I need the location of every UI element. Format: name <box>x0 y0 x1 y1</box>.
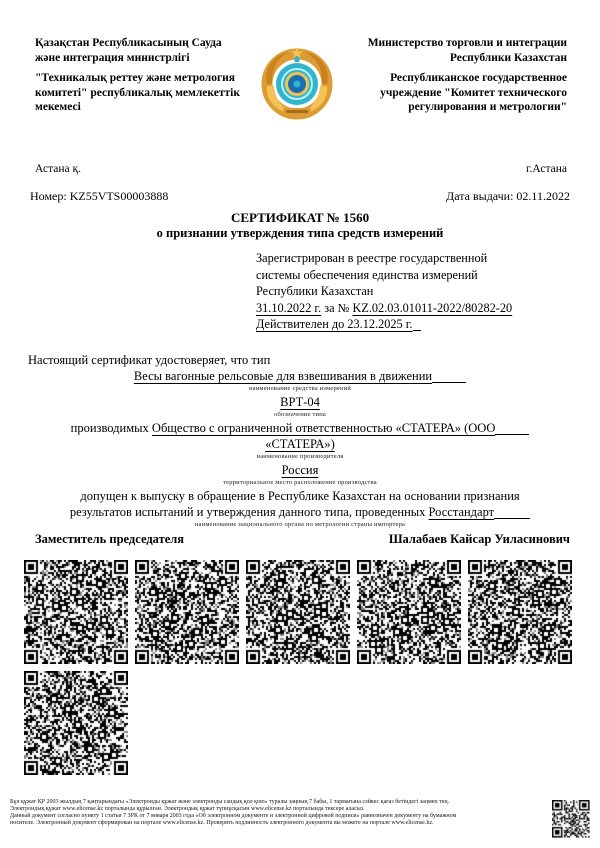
type-caption: обозначение типа <box>274 411 326 418</box>
authority: Росстандарт <box>428 505 495 519</box>
signature-stamp-qr-5 <box>468 560 572 664</box>
type-designation-line <box>28 394 572 410</box>
header-left-org <box>35 36 241 115</box>
kazakhstan-emblem-icon <box>259 46 335 120</box>
manufacturer-name-part2: «СТАТЕРА») <box>265 437 335 451</box>
certificate-title <box>0 210 600 241</box>
country: Россия <box>281 463 319 477</box>
underline-extension <box>495 422 529 436</box>
certificate-title-line2: о признании утверждения типа средств измерений <box>156 226 444 240</box>
valid-until: Действителен до 23.12.2025 г. <box>256 317 413 331</box>
manufacturer-line2 <box>28 436 572 452</box>
registration-number: KZ.02.03.01011-2022/80282-20 <box>352 300 513 315</box>
type-designation: ВРТ-04 <box>280 395 320 409</box>
header-left-org-line2: "Техникалық реттеу және метрология комитеті" республикалық мемлекеттік мекемесі <box>35 72 240 113</box>
instrument-name: Весы вагонные рельсовые для взвешивания в движении <box>133 369 433 383</box>
intro-line: Настоящий сертификат удостоверяет, что тип <box>28 353 271 367</box>
underline-extension <box>432 370 466 384</box>
header-right-org-line2: Республиканское государственное учреждение "Комитет технического регулирования и метрологии" <box>380 72 567 113</box>
registration-line1: Зарегистрирован в реестре государственной <box>256 251 488 265</box>
signature-stamp-qr-3 <box>246 560 350 664</box>
footer-line-1: Бұл құжат ҚР 2003 жылдың 7 қаңтарындағы «Электронды құжат және электронды сандық қол қою» туралы заңның 7 бабы, 1 тармағына сәйкес қағаз бетіндегі заңмен тең. <box>10 799 450 805</box>
instrument-name-line <box>28 368 572 384</box>
produced-prefix: производимых <box>70 421 152 435</box>
signer-position: Заместитель председателя <box>35 532 185 546</box>
kazakhstan-emblem <box>259 46 335 120</box>
manufacturer-caption: наименование производителя <box>256 453 344 460</box>
authority-caption: наименование национального органа по метрологии страны импортера <box>194 521 406 528</box>
signer-name: Шалабаев Кайсар Уиласинович <box>388 532 570 546</box>
verification-qr-code <box>552 800 590 838</box>
admission-line1: допущен к выпуску в обращение в Республике Казахстан на основании признания <box>80 489 520 503</box>
signature-stamp-qr-1 <box>24 560 128 664</box>
instrument-caption: наименование средства измерений <box>248 385 352 392</box>
city-left: Астана қ. <box>35 163 81 175</box>
registration-middle: за № <box>321 300 353 315</box>
signature-stamp-extra <box>24 671 128 775</box>
issue-date: Дата выдачи: 02.11.2022 <box>446 189 570 203</box>
country-caption: территориальное место расположение производства <box>223 479 377 486</box>
footer-line-3: Данный документ согласно пункту 1 статьи 7 ЗРК от 7 января 2003 года «Об электронном документе и электронной цифровой подписи» равнозначен документу на бумажном <box>10 812 457 819</box>
manufacturer-line1 <box>28 420 572 436</box>
registration-number-line <box>256 300 586 317</box>
header-right-org-line1: Министерство торговли и интеграции Республики Казахстан <box>367 37 567 64</box>
country-line <box>28 462 572 478</box>
registration-block <box>256 250 586 333</box>
city-right: г.Астана <box>526 163 567 175</box>
certificate-body <box>28 352 572 530</box>
certificate-number: Номер: KZ55VTS00003888 <box>30 189 169 203</box>
footer-disclaimer <box>10 799 546 827</box>
manufacturer-name-part1: Общество с ограниченной ответственностью «СТАТЕРА» (ООО <box>151 421 496 435</box>
valid-until-line <box>256 316 586 333</box>
footer-line-2: Электрондық құжат www.elicense.kz порталында құрылған. Электрондық құжат түпнұсқасын www.elicense.kz порталында тексере аласыз. <box>10 805 365 812</box>
admission-line2-prefix: результатов испытаний и утверждения данного типа, проведенных <box>69 505 429 519</box>
header-right-org <box>327 36 567 115</box>
signature-stamp-qr-4 <box>357 560 461 664</box>
registration-date: 31.10.2022 г. <box>256 300 322 315</box>
verification-qr <box>552 800 590 843</box>
signature-stamp-qr-2 <box>135 560 239 664</box>
header-left-org-line1: Қазақстан Республикасының Сауда және интеграция министрлігі <box>35 37 222 64</box>
signature-stamp-row <box>24 560 572 664</box>
certificate-title-line1: СЕРТИФИКАТ № 1560 <box>230 210 370 225</box>
admission-line2 <box>28 504 572 520</box>
signature-stamp-qr-6 <box>24 671 128 775</box>
underline-extension <box>494 506 530 520</box>
footer-line-4: носителе. Электронный документ сформирован на портале www.elicense.kz. Проверить подлинность электронного документа вы можете на портале www.elicense.kz. <box>10 819 434 826</box>
registration-line3: Республики Казахстан <box>256 284 374 298</box>
registration-line2: системы обеспечения единства измерений <box>256 267 478 282</box>
underline-extension <box>413 318 421 331</box>
